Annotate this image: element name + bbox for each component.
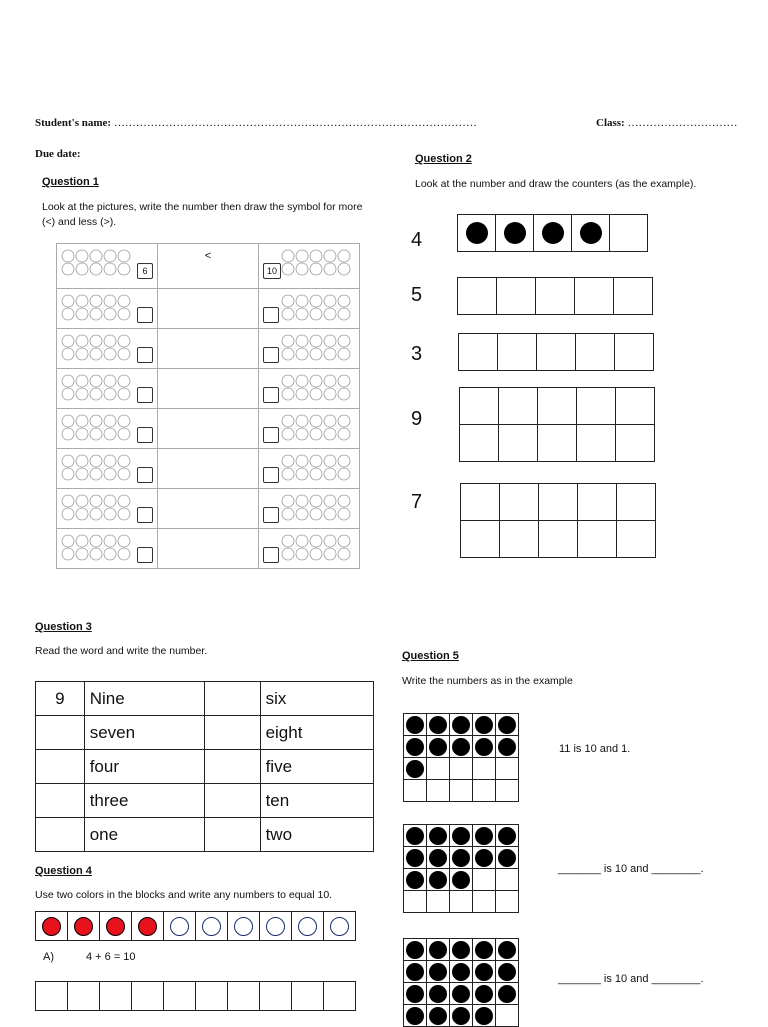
color-block[interactable] bbox=[132, 912, 164, 941]
counter-dot bbox=[498, 738, 516, 756]
worms-picture bbox=[281, 493, 353, 522]
ten-frame-cell[interactable] bbox=[498, 334, 537, 371]
picture-left-cell bbox=[57, 409, 158, 449]
ten-frame-cell[interactable] bbox=[496, 869, 519, 891]
ten-frame-cell[interactable] bbox=[497, 278, 536, 315]
counter-dot bbox=[429, 871, 447, 889]
ten-frame-cell[interactable] bbox=[404, 736, 427, 758]
question-2-title: Question 2 bbox=[415, 153, 472, 165]
q5-frame-1 bbox=[403, 713, 519, 802]
q2-number: 9 bbox=[411, 408, 423, 430]
counter-dot bbox=[429, 849, 447, 867]
class-label: Class: ………………………… bbox=[596, 117, 738, 129]
ten-frame-cell[interactable] bbox=[427, 891, 450, 913]
ten-frame-cell[interactable] bbox=[473, 869, 496, 891]
counter-dot bbox=[475, 849, 493, 867]
number-answer-box[interactable] bbox=[137, 467, 153, 483]
counter-dot bbox=[406, 963, 424, 981]
picture-left-cell bbox=[57, 449, 158, 489]
ten-frame-cell[interactable] bbox=[473, 1005, 496, 1027]
number-answer-box[interactable] bbox=[263, 387, 279, 403]
number-word: six bbox=[260, 682, 373, 716]
picture-left-cell bbox=[57, 369, 158, 409]
picture-right-cell bbox=[259, 489, 360, 529]
picture-right-cell bbox=[259, 449, 360, 489]
ten-frame-cell[interactable] bbox=[450, 983, 473, 1005]
circle-counter bbox=[42, 917, 61, 936]
picture-left-cell bbox=[57, 289, 158, 329]
ten-frame-cell[interactable] bbox=[610, 215, 648, 252]
ten-frame-cell[interactable] bbox=[473, 891, 496, 913]
q2-frame-4 bbox=[459, 387, 655, 462]
question-4-instruction: Use two colors in the blocks and write any numbers to equal 10. bbox=[35, 889, 333, 901]
question-3-table bbox=[35, 681, 374, 852]
number-answer-box[interactable] bbox=[263, 547, 279, 563]
color-block[interactable] bbox=[164, 912, 196, 941]
class-field[interactable]: ………………………… bbox=[627, 117, 738, 129]
ten-frame-cell[interactable] bbox=[450, 939, 473, 961]
empty-block[interactable] bbox=[100, 982, 132, 1011]
ten-frame-cell[interactable] bbox=[404, 1005, 427, 1027]
counter-dot bbox=[475, 716, 493, 734]
number-answer-cell[interactable] bbox=[205, 750, 260, 784]
ten-frame-cell[interactable] bbox=[538, 388, 577, 425]
q4-empty-blocks[interactable] bbox=[35, 981, 356, 1011]
number-word: three bbox=[84, 784, 205, 818]
ten-frame-cell[interactable] bbox=[404, 939, 427, 961]
q1-row bbox=[57, 529, 360, 569]
number-answer-box[interactable] bbox=[263, 507, 279, 523]
picture-right-cell bbox=[259, 244, 360, 289]
comparison-symbol-cell[interactable] bbox=[158, 329, 259, 369]
empty-block[interactable] bbox=[36, 982, 68, 1011]
color-block[interactable] bbox=[100, 912, 132, 941]
ten-frame-cell[interactable] bbox=[575, 278, 614, 315]
ten-frame-cell[interactable] bbox=[577, 425, 616, 462]
q1-row bbox=[57, 244, 360, 289]
counter-dot bbox=[406, 1007, 424, 1025]
circle-counter bbox=[138, 917, 157, 936]
ten-frame-cell[interactable] bbox=[500, 484, 539, 521]
q5-frame-2 bbox=[403, 824, 519, 913]
number-answer-box[interactable] bbox=[137, 387, 153, 403]
number-answer-cell[interactable]: 9 bbox=[36, 682, 85, 716]
counter-dot bbox=[452, 849, 470, 867]
balloons-picture bbox=[61, 413, 133, 442]
ten-frame-cell[interactable] bbox=[404, 780, 427, 802]
color-block[interactable] bbox=[68, 912, 100, 941]
counter-dot bbox=[429, 716, 447, 734]
ten-frame-cell[interactable] bbox=[616, 388, 655, 425]
circle-counter bbox=[106, 917, 125, 936]
question-4-title: Question 4 bbox=[35, 865, 92, 877]
question-1-table bbox=[56, 243, 360, 569]
color-block[interactable] bbox=[324, 912, 356, 941]
ten-frame-cell[interactable] bbox=[450, 780, 473, 802]
ten-frame-cell[interactable] bbox=[537, 334, 576, 371]
counter-dot bbox=[429, 738, 447, 756]
number-answer-cell[interactable] bbox=[36, 784, 85, 818]
balloons-picture bbox=[61, 333, 133, 362]
empty-block[interactable] bbox=[196, 982, 228, 1011]
counter-dot bbox=[498, 849, 516, 867]
ten-frame-cell[interactable] bbox=[450, 869, 473, 891]
question-3-instruction: Read the word and write the number. bbox=[35, 645, 208, 657]
circle-counter bbox=[202, 917, 221, 936]
picture-right-cell bbox=[259, 529, 360, 569]
number-answer-cell[interactable] bbox=[36, 716, 85, 750]
picture-left-cell bbox=[57, 529, 158, 569]
number-word: Nine bbox=[84, 682, 205, 716]
number-answer-cell[interactable] bbox=[36, 818, 85, 852]
counter-dot bbox=[475, 1007, 493, 1025]
counter-dot bbox=[406, 941, 424, 959]
ten-frame-cell[interactable] bbox=[450, 891, 473, 913]
counter-dot bbox=[498, 827, 516, 845]
circle-counter bbox=[170, 917, 189, 936]
ten-frame-cell[interactable] bbox=[427, 961, 450, 983]
ten-frame-cell[interactable] bbox=[427, 1005, 450, 1027]
ten-frame-cell[interactable] bbox=[473, 758, 496, 780]
ten-frame-cell[interactable] bbox=[427, 736, 450, 758]
circle-counter bbox=[266, 917, 285, 936]
ten-frame-cell[interactable] bbox=[458, 215, 496, 252]
ten-frame-cell[interactable] bbox=[458, 278, 497, 315]
question-5-instruction: Write the numbers as in the example bbox=[402, 675, 573, 687]
q1-row bbox=[57, 369, 360, 409]
ten-frame-cell[interactable] bbox=[496, 780, 519, 802]
ten-frame-cell[interactable] bbox=[460, 425, 499, 462]
counter-dot bbox=[429, 827, 447, 845]
ten-frame-cell[interactable] bbox=[496, 736, 519, 758]
comparison-symbol-cell[interactable] bbox=[158, 449, 259, 489]
q2-frame-1 bbox=[457, 214, 648, 252]
student-name-field[interactable]: ……………………………………………………………………………………… bbox=[113, 117, 477, 129]
ten-frame-cell[interactable] bbox=[404, 983, 427, 1005]
number-answer-box[interactable] bbox=[137, 347, 153, 363]
ten-frame-cell[interactable] bbox=[404, 891, 427, 913]
picture-left-cell bbox=[57, 244, 158, 289]
question-3-title: Question 3 bbox=[35, 621, 92, 633]
counter-dot bbox=[498, 985, 516, 1003]
ten-frame-cell[interactable] bbox=[473, 825, 496, 847]
q3-row bbox=[36, 682, 374, 716]
ten-frame-cell[interactable] bbox=[539, 521, 578, 558]
ten-frame-cell[interactable] bbox=[500, 521, 539, 558]
circle-counter bbox=[74, 917, 93, 936]
ten-frame-cell[interactable] bbox=[404, 869, 427, 891]
ten-frame-cell[interactable] bbox=[496, 847, 519, 869]
scissors-picture bbox=[61, 373, 133, 402]
number-word: one bbox=[84, 818, 205, 852]
ten-frame-cell[interactable] bbox=[427, 780, 450, 802]
color-block[interactable] bbox=[292, 912, 324, 941]
q3-row bbox=[36, 750, 374, 784]
ten-frame-cell[interactable] bbox=[427, 869, 450, 891]
empty-block[interactable] bbox=[292, 982, 324, 1011]
cats-picture bbox=[61, 453, 133, 482]
counter-dot bbox=[475, 963, 493, 981]
color-block[interactable] bbox=[36, 912, 68, 941]
ten-frame-cell[interactable] bbox=[617, 521, 656, 558]
picture-right-cell bbox=[259, 409, 360, 449]
number-answer-box[interactable] bbox=[263, 307, 279, 323]
ten-frame-cell[interactable] bbox=[496, 1005, 519, 1027]
counter-dot bbox=[452, 871, 470, 889]
counter-dot bbox=[498, 716, 516, 734]
stars-picture bbox=[61, 533, 133, 562]
ten-frame-cell[interactable] bbox=[461, 521, 500, 558]
ten-frame-cell[interactable] bbox=[450, 736, 473, 758]
counter-dot bbox=[452, 827, 470, 845]
question-2-instruction: Look at the number and draw the counters (as the example). bbox=[415, 178, 697, 190]
q4-color-blocks bbox=[35, 911, 356, 941]
q2-number: 3 bbox=[411, 343, 423, 365]
ten-frame-cell[interactable] bbox=[473, 939, 496, 961]
counter-dot bbox=[406, 871, 424, 889]
ten-frame-cell[interactable] bbox=[404, 847, 427, 869]
hearts-picture bbox=[281, 533, 353, 562]
comparison-symbol-cell[interactable] bbox=[158, 489, 259, 529]
ten-frame-cell[interactable] bbox=[473, 736, 496, 758]
number-answer-box[interactable] bbox=[263, 347, 279, 363]
ten-frame-cell[interactable] bbox=[615, 334, 654, 371]
ten-frame-cell[interactable] bbox=[576, 334, 615, 371]
empty-block[interactable] bbox=[228, 982, 260, 1011]
ten-frame-cell[interactable] bbox=[404, 714, 427, 736]
picture-right-cell bbox=[259, 289, 360, 329]
ten-frame-cell[interactable] bbox=[404, 961, 427, 983]
ten-frame-cell[interactable] bbox=[499, 425, 538, 462]
ten-frame-cell[interactable] bbox=[450, 758, 473, 780]
ten-frame-cell[interactable] bbox=[496, 714, 519, 736]
ten-frame-cell[interactable] bbox=[578, 484, 617, 521]
ten-frame-cell[interactable] bbox=[538, 425, 577, 462]
counter-dot bbox=[406, 849, 424, 867]
crayons-picture bbox=[281, 373, 353, 402]
counter-dot bbox=[406, 985, 424, 1003]
number-answer-cell[interactable] bbox=[205, 784, 260, 818]
counter-dot bbox=[429, 941, 447, 959]
flowers-picture bbox=[281, 333, 353, 362]
ten-frame-cell[interactable] bbox=[536, 278, 575, 315]
number-word: two bbox=[260, 818, 373, 852]
number-answer-box[interactable] bbox=[137, 507, 153, 523]
counter-dot bbox=[406, 716, 424, 734]
empty-block[interactable] bbox=[324, 982, 356, 1011]
ten-frame-cell[interactable] bbox=[427, 825, 450, 847]
color-block[interactable] bbox=[228, 912, 260, 941]
ten-frame-cell[interactable] bbox=[404, 758, 427, 780]
counter-dot bbox=[406, 760, 424, 778]
ten-frame-cell[interactable] bbox=[496, 891, 519, 913]
apples-picture bbox=[61, 248, 133, 277]
number-answer-cell[interactable] bbox=[36, 750, 85, 784]
counter-dot bbox=[475, 827, 493, 845]
picture-right-cell bbox=[259, 329, 360, 369]
ten-frame-cell[interactable] bbox=[450, 825, 473, 847]
ten-frame-cell[interactable] bbox=[427, 847, 450, 869]
counter-dot bbox=[429, 1007, 447, 1025]
ten-frame-cell[interactable] bbox=[404, 825, 427, 847]
number-answer-box[interactable] bbox=[137, 547, 153, 563]
ten-frame-cell[interactable] bbox=[450, 1005, 473, 1027]
counter-dot bbox=[466, 222, 488, 244]
ten-frame-cell[interactable] bbox=[496, 825, 519, 847]
comparison-symbol-cell[interactable] bbox=[158, 369, 259, 409]
ten-frame-cell[interactable] bbox=[616, 425, 655, 462]
ten-frame-cell[interactable] bbox=[460, 388, 499, 425]
number-answer-cell[interactable] bbox=[205, 716, 260, 750]
number-word: ten bbox=[260, 784, 373, 818]
comparison-symbol-cell[interactable] bbox=[158, 289, 259, 329]
empty-block[interactable] bbox=[164, 982, 196, 1011]
cookies-picture bbox=[281, 293, 353, 322]
q1-row bbox=[57, 329, 360, 369]
ten-frame-cell[interactable] bbox=[473, 714, 496, 736]
counter-dot bbox=[475, 985, 493, 1003]
q2-number: 7 bbox=[411, 491, 423, 513]
bananas-picture bbox=[281, 413, 353, 442]
example-symbol: < bbox=[204, 250, 212, 262]
ten-frame-cell[interactable] bbox=[496, 758, 519, 780]
ten-frame-cell[interactable] bbox=[473, 780, 496, 802]
ten-frame-cell[interactable] bbox=[577, 388, 616, 425]
counter-dot bbox=[452, 738, 470, 756]
question-5-title: Question 5 bbox=[402, 650, 459, 662]
ten-frame-cell[interactable] bbox=[427, 939, 450, 961]
color-block[interactable] bbox=[196, 912, 228, 941]
ten-frame-cell[interactable] bbox=[614, 278, 653, 315]
ten-frame-cell[interactable] bbox=[427, 714, 450, 736]
q4-equation-a: 4 + 6 = 10 bbox=[86, 951, 136, 963]
ten-frame-cell[interactable] bbox=[450, 847, 473, 869]
q3-row bbox=[36, 784, 374, 818]
counter-dot bbox=[452, 985, 470, 1003]
question-1-title: Question 1 bbox=[42, 176, 99, 188]
counter-dot bbox=[452, 963, 470, 981]
q1-row bbox=[57, 409, 360, 449]
ten-frame-cell[interactable] bbox=[461, 484, 500, 521]
number-answer-box[interactable] bbox=[137, 427, 153, 443]
counter-dot bbox=[452, 941, 470, 959]
ten-frame-cell[interactable] bbox=[450, 714, 473, 736]
due-date-label: Due date: bbox=[35, 148, 81, 160]
q1-row bbox=[57, 449, 360, 489]
ten-frame-cell[interactable] bbox=[450, 961, 473, 983]
q5-blank-text[interactable]: _______ is 10 and ________. bbox=[558, 973, 704, 985]
birds-picture bbox=[61, 493, 133, 522]
counter-dot bbox=[452, 716, 470, 734]
ten-frame-cell[interactable] bbox=[572, 215, 610, 252]
ten-frame-cell[interactable] bbox=[427, 758, 450, 780]
ten-frame-cell[interactable] bbox=[534, 215, 572, 252]
comparison-symbol-cell[interactable] bbox=[158, 529, 259, 569]
number-answer-cell[interactable] bbox=[205, 682, 260, 716]
q3-row bbox=[36, 716, 374, 750]
circle-counter bbox=[330, 917, 349, 936]
counter-dot bbox=[429, 963, 447, 981]
ten-frame-cell[interactable] bbox=[496, 983, 519, 1005]
counter-dot bbox=[406, 738, 424, 756]
dogs-picture bbox=[281, 453, 353, 482]
counter-dot bbox=[498, 941, 516, 959]
number-answer-cell[interactable] bbox=[205, 818, 260, 852]
comparison-symbol-cell[interactable] bbox=[158, 244, 259, 289]
number-word: four bbox=[84, 750, 205, 784]
picture-right-cell bbox=[259, 369, 360, 409]
ten-frame-cell[interactable] bbox=[496, 939, 519, 961]
q2-frame-5 bbox=[460, 483, 656, 558]
counter-dot bbox=[406, 827, 424, 845]
ten-frame-cell[interactable] bbox=[617, 484, 656, 521]
ten-frame-cell[interactable] bbox=[459, 334, 498, 371]
picture-left-cell bbox=[57, 329, 158, 369]
comparison-symbol-cell[interactable] bbox=[158, 409, 259, 449]
student-name-label: Student's name: ……………………………………………………………………………………… bbox=[35, 117, 477, 129]
counter-dot bbox=[475, 738, 493, 756]
ten-frame-cell[interactable] bbox=[473, 983, 496, 1005]
empty-block[interactable] bbox=[260, 982, 292, 1011]
q5-frame-3 bbox=[403, 938, 519, 1027]
q2-number: 5 bbox=[411, 284, 423, 306]
ten-frame-cell[interactable] bbox=[473, 847, 496, 869]
ten-frame-cell[interactable] bbox=[539, 484, 578, 521]
circle-counter bbox=[298, 917, 317, 936]
number-answer-box[interactable] bbox=[263, 467, 279, 483]
circles-picture bbox=[281, 248, 353, 277]
counter-dot bbox=[452, 1007, 470, 1025]
counter-dot bbox=[542, 222, 564, 244]
ten-frame-cell[interactable] bbox=[496, 215, 534, 252]
q2-frame-2 bbox=[457, 277, 653, 315]
ten-frame-cell[interactable] bbox=[499, 388, 538, 425]
q2-frame-3 bbox=[458, 333, 654, 371]
q5-blank-text[interactable]: _______ is 10 and ________. bbox=[558, 863, 704, 875]
q2-number: 4 bbox=[411, 229, 423, 251]
q5-example-text: 11 is 10 and 1. bbox=[559, 743, 631, 755]
ten-frame-cell[interactable] bbox=[578, 521, 617, 558]
q1-row bbox=[57, 489, 360, 529]
empty-block[interactable] bbox=[132, 982, 164, 1011]
q1-row bbox=[57, 289, 360, 329]
counter-dot bbox=[498, 963, 516, 981]
picture-left-cell bbox=[57, 489, 158, 529]
circle-counter bbox=[234, 917, 253, 936]
question-1-instruction: Look at the pictures, write the number then draw the symbol for more (<) and less (>). bbox=[42, 201, 363, 228]
ten-frame-cell[interactable] bbox=[427, 983, 450, 1005]
q3-row bbox=[36, 818, 374, 852]
counter-dot bbox=[580, 222, 602, 244]
q4-label-a: A) bbox=[43, 951, 54, 963]
number-answer-box[interactable]: 6 bbox=[137, 263, 153, 279]
ten-frame-cell[interactable] bbox=[473, 961, 496, 983]
number-word: eight bbox=[260, 716, 373, 750]
counter-dot bbox=[504, 222, 526, 244]
counter-dot bbox=[429, 985, 447, 1003]
counter-dot bbox=[475, 941, 493, 959]
number-answer-box[interactable] bbox=[263, 427, 279, 443]
color-block[interactable] bbox=[260, 912, 292, 941]
ten-frame-cell[interactable] bbox=[496, 961, 519, 983]
empty-block[interactable] bbox=[68, 982, 100, 1011]
number-answer-box[interactable]: 10 bbox=[263, 263, 281, 279]
cookies-picture bbox=[61, 293, 133, 322]
number-answer-box[interactable] bbox=[137, 307, 153, 323]
number-word: five bbox=[260, 750, 373, 784]
number-word: seven bbox=[84, 716, 205, 750]
